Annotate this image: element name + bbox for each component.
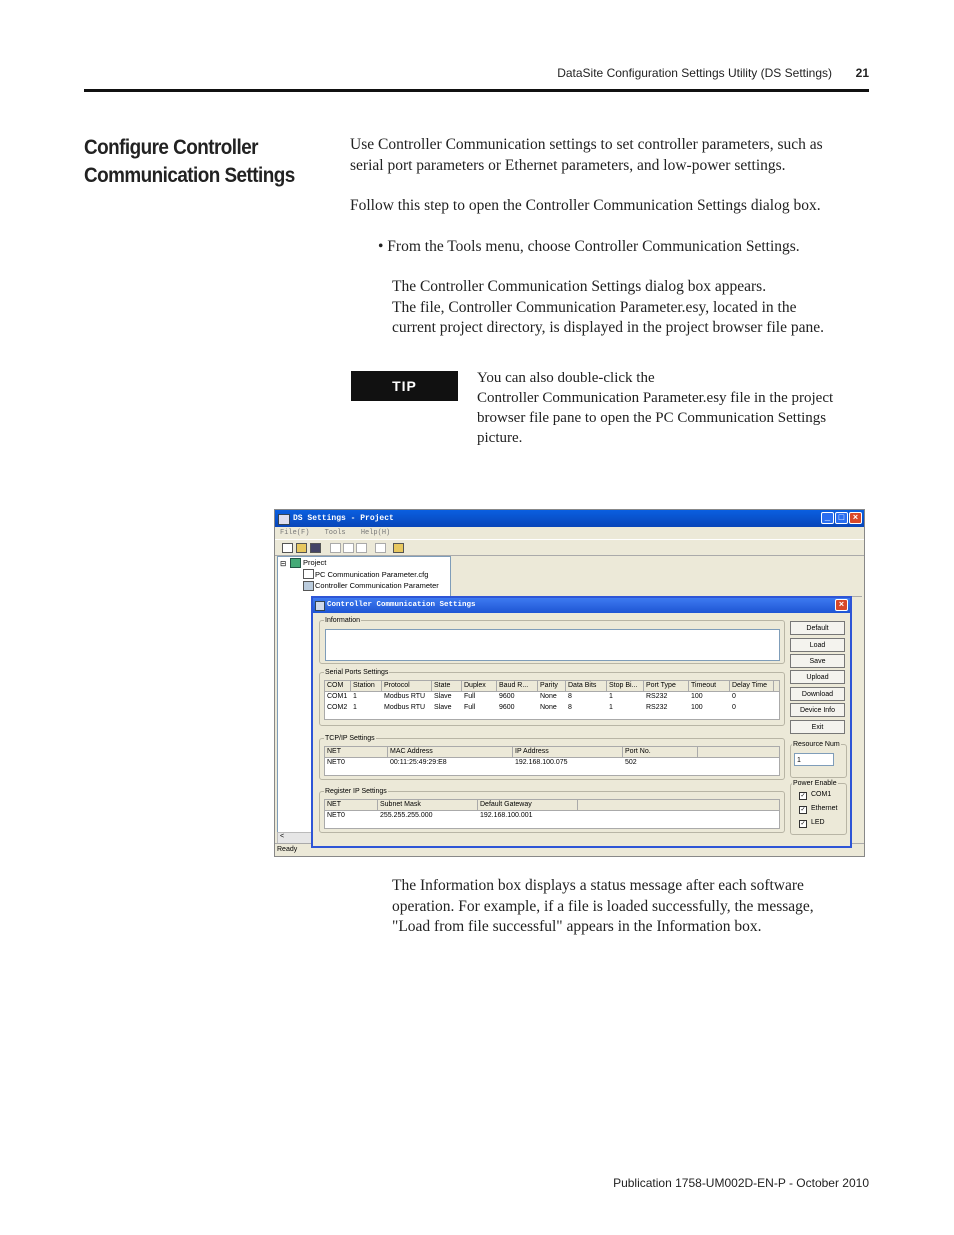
menu-bar [275, 527, 864, 539]
tree-item-controller-comm[interactable]: Controller Communication Parameter [315, 581, 439, 590]
serial-cell: 1 [609, 693, 613, 700]
serial-column-header: Stop Bi... [607, 681, 644, 691]
register-column-header: Subnet Mask [378, 800, 478, 810]
tcpip-group: TCP/IP Settings NET MAC Address IP Address Port No. NET0 00:11:25:49:29:E8 192.168.100.075 502 [319, 738, 785, 780]
serial-cell: Modbus RTU [384, 693, 426, 700]
serial-cell: 1 [609, 704, 613, 711]
help-icon[interactable] [393, 543, 404, 553]
serial-cell: 0 [732, 693, 736, 700]
dialog-close-icon[interactable]: × [835, 599, 848, 611]
save-disk-icon[interactable] [310, 543, 321, 553]
horizontal-scrollbar[interactable]: < [277, 832, 315, 844]
menu-file[interactable]: File(F) [280, 529, 310, 537]
serial-cell: Full [464, 693, 476, 700]
register-cell: 192.168.100.001 [480, 812, 533, 819]
step-bullet: • From the Tools menu, choose Controller Communication Settings. [378, 238, 800, 255]
ethernet-label: Ethernet [811, 805, 838, 812]
serial-cell: 9600 [499, 693, 515, 700]
serial-cell: 1 [353, 693, 357, 700]
publication-footer: Publication 1758-UM002D-EN-P - October 2010 [613, 1176, 869, 1190]
tcpip-column-header: Port No. [623, 747, 698, 757]
tcpip-column-header: NET [325, 747, 388, 757]
serial-cell: 8 [568, 693, 572, 700]
maximize-icon[interactable]: □ [835, 512, 848, 524]
serial-cell: 1 [353, 704, 357, 711]
serial-cell: 0 [732, 704, 736, 711]
print-icon[interactable] [375, 543, 386, 553]
serial-column-header: Delay Time [730, 681, 774, 691]
led-label: LED [811, 819, 825, 826]
upload-button[interactable]: Upload [790, 670, 845, 684]
cut-icon[interactable] [330, 543, 341, 553]
tcpip-row[interactable] [325, 758, 779, 768]
tcpip-cell: NET0 [327, 759, 345, 766]
serial-column-header: Data Bits [566, 681, 607, 691]
paste-icon[interactable] [356, 543, 367, 553]
register-header-row [325, 800, 779, 811]
serial-column-header: Port Type [644, 681, 689, 691]
information-box[interactable] [325, 629, 780, 661]
header-title: DataSite Configuration Settings Utility (DS Settings) [557, 66, 832, 80]
serial-cell: COM1 [327, 693, 348, 700]
serial-cell: Slave [434, 704, 452, 711]
serial-column-header: State [432, 681, 462, 691]
serial-cell: RS232 [646, 704, 668, 711]
load-button[interactable]: Load [790, 638, 845, 652]
file-icon [303, 569, 314, 579]
section-heading: Configure Controller Communication Settings [84, 136, 295, 187]
serial-cell: RS232 [646, 693, 668, 700]
tcpip-table[interactable] [324, 746, 780, 776]
project-icon [290, 558, 301, 568]
information-group: Information [319, 620, 785, 664]
register-column-header: NET [325, 800, 378, 810]
serial-cell: Slave [434, 693, 452, 700]
ds-settings-screenshot [274, 509, 865, 857]
serial-column-header: COM [325, 681, 351, 691]
tree-root[interactable]: Project [303, 558, 327, 567]
register-cell: 255.255.255.000 [380, 812, 433, 819]
serial-cell: COM2 [327, 704, 348, 711]
serial-row[interactable] [325, 703, 779, 713]
tip-label: TIP [351, 371, 458, 401]
register-cell: NET0 [327, 812, 345, 819]
serial-column-header: Station [351, 681, 382, 691]
file-pane [451, 556, 862, 597]
serial-column-header: Baud R... [497, 681, 538, 691]
minimize-icon[interactable]: _ [821, 512, 834, 524]
serial-column-header: Duplex [462, 681, 497, 691]
copy-icon[interactable] [343, 543, 354, 553]
close-icon[interactable]: × [849, 512, 862, 524]
serial-cell: None [540, 704, 557, 711]
tip-text: You can also double-click the Controller Communication Parameter.esy file in the project browser file pane to open the PC Communication Settings picture. [477, 370, 834, 446]
window-titlebar: DS Settings - Project _ □ × [275, 510, 864, 527]
page-header [84, 66, 869, 82]
follow-paragraph: Follow this step to open the Controller Communication Settings dialog box. [350, 197, 821, 214]
tree-item-pc-comm[interactable]: PC Communication Parameter.cfg [315, 570, 429, 579]
register-ip-table[interactable] [324, 799, 780, 829]
com1-label: COM1 [811, 791, 832, 798]
serial-column-header: Parity [538, 681, 566, 691]
new-file-icon[interactable] [282, 543, 293, 553]
serial-cell: 9600 [499, 704, 515, 711]
serial-cell: Modbus RTU [384, 704, 426, 711]
serial-cell: 100 [691, 693, 703, 700]
com1-checkbox[interactable]: ✓ [800, 793, 806, 799]
resource-num-input[interactable]: 1 [794, 753, 834, 766]
register-row[interactable] [325, 811, 779, 821]
resource-num-group: Resource Num 1 [790, 744, 847, 778]
controller-comm-dialog [311, 596, 852, 848]
serial-cell: Full [464, 704, 476, 711]
serial-column-header: Protocol [382, 681, 432, 691]
serial-ports-table[interactable] [324, 680, 780, 720]
network-icon [303, 581, 314, 591]
serial-cell: None [540, 693, 557, 700]
serial-column-header: Timeout [689, 681, 730, 691]
after-paragraph: The Information box displays a status message after each software operation. For example, if a file is loaded successfully, the message, "Load from file successful" appears in the Information box. [392, 877, 814, 935]
device-info-button[interactable]: Device Info [790, 703, 845, 717]
app-icon [278, 514, 290, 525]
tcpip-cell: 502 [625, 759, 637, 766]
default-button[interactable]: Default [790, 621, 845, 635]
tcpip-header-row [325, 747, 779, 758]
led-checkbox[interactable]: ✓ [800, 821, 806, 827]
intro-paragraph: Use Controller Communication settings to set controller parameters, such as serial port parameters or Ethernet parameters, and low-power settings. [350, 136, 823, 174]
power-enable-group: Power Enable ✓ COM1 ✓ Ethernet ✓ LED [790, 783, 847, 835]
dialog-icon [315, 601, 325, 611]
save-button[interactable]: Save [790, 654, 845, 668]
download-button[interactable]: Download [790, 687, 845, 701]
header-rule [84, 89, 869, 92]
tcpip-cell: 00:11:25:49:29:E8 [390, 759, 447, 766]
serial-header-row [325, 681, 779, 692]
register-column-header: Default Gateway [478, 800, 578, 810]
tcpip-column-header: IP Address [513, 747, 623, 757]
result-paragraph: The Controller Communication Settings dialog box appears. The file, Controller Communication Parameter.esy, located in the current project directory, is displayed in the project browser file pane. [392, 278, 824, 336]
serial-ports-group: Serial Ports Settings COM Station Protocol State Duplex Baud R... Parity Data Bits Stop Bi... Port Type Timeout Delay Time COM1 1 Modbus RTU Slave Full 9600 None 8 1 RS232 100 0 COM2 1 Modbus RTU Slave Full 9600 None 8 1 RS232 100 0 [319, 672, 785, 726]
serial-row[interactable] [325, 692, 779, 702]
page-number: 21 [855, 66, 869, 80]
status-bar: Ready [275, 843, 864, 856]
toolbar [275, 539, 864, 556]
tcpip-cell: 192.168.100.075 [515, 759, 568, 766]
menu-tools[interactable]: Tools [324, 529, 346, 537]
dialog-titlebar: Controller Communication Settings × [313, 598, 850, 613]
serial-cell: 100 [691, 704, 703, 711]
menu-help[interactable]: Help(H) [360, 529, 391, 537]
register-ip-group: Register IP Settings NET Subnet Mask Default Gateway NET0 255.255.255.000 192.168.100.001 [319, 791, 785, 833]
serial-cell: 8 [568, 704, 572, 711]
tcpip-column-header: MAC Address [388, 747, 513, 757]
ethernet-checkbox[interactable]: ✓ [800, 807, 806, 813]
exit-button[interactable]: Exit [790, 720, 845, 734]
open-folder-icon[interactable] [296, 543, 307, 553]
tree-collapse-icon[interactable]: ⊟ [280, 559, 287, 568]
